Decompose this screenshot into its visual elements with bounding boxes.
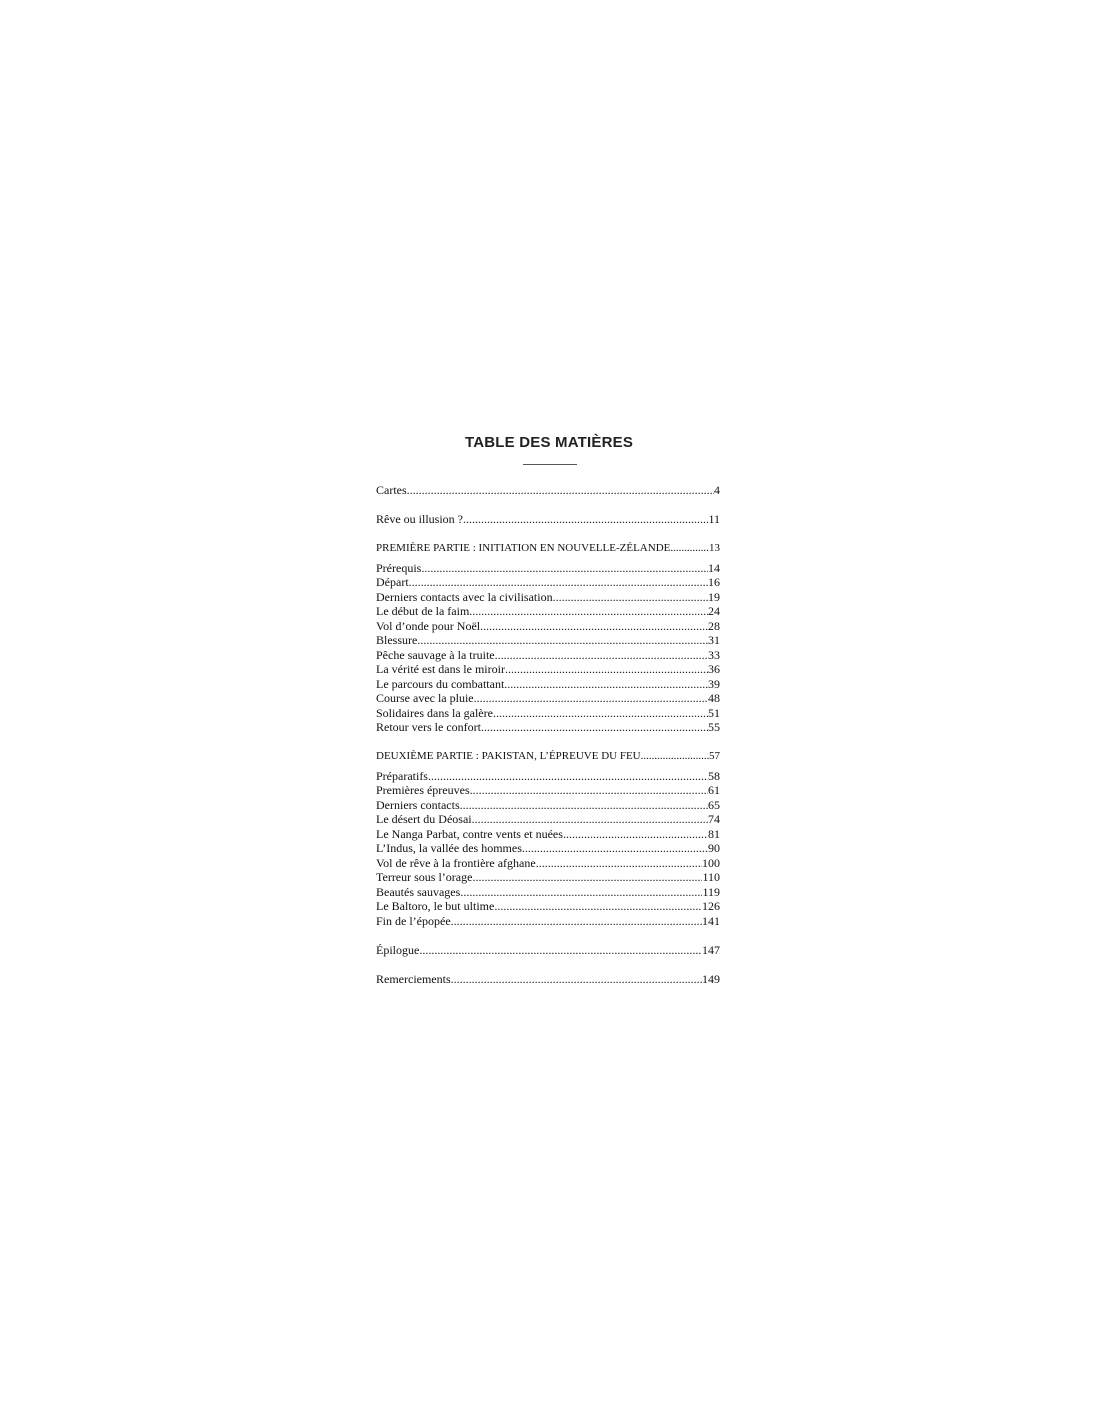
toc-entry-page: 90 [708,841,720,855]
toc-entry-label: La vérité est dans le miroir [376,662,505,676]
toc-entry-page: 14 [708,560,720,575]
toc-entry [376,769,720,784]
toc-entry-label: Course avec la pluie [376,691,474,705]
dot-leader [553,590,708,605]
dot-leader [641,749,709,764]
toc-entry-label: Vol d’onde pour Noël [376,618,481,633]
toc-entry-label: Le désert du Déosai [376,812,472,826]
dot-leader [536,856,702,871]
toc-entry-page: 55 [708,720,720,734]
toc-entry-page: 65 [708,797,720,812]
toc-entry-label: Fin de l’épopée [376,913,451,928]
dot-leader [670,541,709,556]
toc-entry-page: 110 [702,870,720,884]
toc-entry-label: Retour vers le confort [376,720,481,734]
page-title: TABLE DES MATIÈRES [464,434,634,451]
toc-entry-page: 16 [708,575,720,589]
toc-entry-label: Vol de rêve à la frontière afghane [376,855,536,870]
toc-entry-label: Le début de la faim [376,604,470,618]
toc-entry [376,899,720,914]
dot-leader [470,783,708,798]
toc-entry [376,827,720,842]
toc-entry-page: 19 [708,589,720,604]
toc-entry [376,783,720,798]
toc-entry-label: Premières épreuves [376,783,470,797]
toc-entry-page: 24 [708,604,720,618]
toc-entry [376,662,720,677]
toc-entry-label: Le Baltoro, le but ultime [376,899,495,913]
toc-part-heading-1 [376,541,720,556]
dot-leader [469,604,708,619]
toc-part-label: DEUXIÈME PARTIE : PAKISTAN, L’ÉPREUVE DU FEU [376,750,641,762]
dot-leader [505,662,708,677]
toc-entry-page: 13 [709,542,720,554]
toc-entry-label: Épilogue [376,942,420,957]
toc-entry-page: 81 [708,826,720,841]
toc-entry-page: 147 [702,942,720,957]
toc-entry-page: 58 [708,768,720,783]
toc-entry-page: 31 [708,633,720,647]
toc-entry-page: 141 [702,913,720,928]
dot-leader [481,720,708,735]
dot-leader [419,943,702,958]
toc-entry [376,885,720,900]
toc-entry-page: 48 [708,691,720,705]
toc-entry [376,812,720,827]
toc-entry [376,561,720,576]
dot-leader [451,914,702,929]
toc-part-heading-2 [376,749,720,764]
toc-entry [376,677,720,692]
dot-leader [495,648,708,663]
dot-leader [428,769,708,784]
dot-leader [494,899,702,914]
dot-leader [451,972,702,987]
toc-entry [376,841,720,856]
toc-entry-label: L’Indus, la vallée des hommes [376,841,522,855]
toc-entry-label: Beautés sauvages [376,884,461,899]
toc-entry [376,914,720,929]
toc-entry-page: 100 [702,855,720,870]
dot-leader [417,633,708,648]
toc-entry [376,870,720,885]
toc-entry-label: Prérequis [376,560,422,575]
dot-leader [463,512,708,527]
toc-entry [376,798,720,813]
toc-entry-label: Cartes [376,483,407,497]
toc-entry [376,706,720,721]
toc-entry-label: Remerciements [376,971,451,986]
dot-leader [522,841,708,856]
toc-entry-label: Terreur sous l’orage [376,870,473,884]
title-divider [523,464,577,465]
toc-entry [376,691,720,706]
table-of-contents [376,433,720,986]
toc-entry [376,619,720,634]
toc-entry-label: Le parcours du combattant [376,676,505,691]
dot-leader [460,798,708,813]
toc-entry-page: 119 [702,884,720,899]
toc-entry-page: 126 [702,899,720,913]
toc-entry [376,575,720,590]
toc-entry-page: 28 [708,618,720,633]
toc-entry-label: Derniers contacts avec la civilisation [376,589,553,604]
toc-entry-label: Le Nanga Parbat, contre vents et nuées [376,826,563,841]
toc-entry-page: 33 [708,647,720,662]
dot-leader [409,575,708,590]
toc-entry-label: Départ [376,575,409,589]
toc-entry-label: Solidaires dans la galère [376,705,493,720]
dot-leader [472,812,708,827]
dot-leader [474,691,708,706]
toc-entry-page: 11 [708,512,720,526]
toc-entry [376,720,720,735]
toc-entry [376,856,720,871]
toc-entry-remerciements [376,972,720,987]
toc-entry-page: 74 [708,812,720,826]
dot-leader [493,706,708,721]
toc-entry-label: Rêve ou illusion ? [376,512,463,526]
dot-leader [421,561,708,576]
toc-entry [376,590,720,605]
toc-entry-reve [376,512,720,527]
toc-entry-cartes [376,483,720,498]
toc-entry-label: Pêche sauvage à la truite [376,647,495,662]
dot-leader [407,483,714,498]
toc-entry-label: Derniers contacts [376,797,460,812]
dot-leader [472,870,702,885]
toc-entry-page: 36 [708,662,720,676]
toc-entry-label: Blessure [376,633,418,647]
dot-leader [563,827,708,842]
toc-entry-page: 149 [702,971,720,986]
toc-entry-epilogue [376,943,720,958]
dot-leader [480,619,708,634]
toc-list [376,483,720,986]
toc-entry [376,604,720,619]
toc-entry [376,648,720,663]
toc-entry-page: 51 [708,705,720,720]
toc-entry-page: 61 [708,783,720,797]
dot-leader [460,885,702,900]
dot-leader [504,677,708,692]
toc-entry-label: Préparatifs [376,768,428,783]
toc-entry-page: 39 [708,676,720,691]
toc-entry-page: 57 [709,750,720,762]
toc-entry-page: 4 [714,483,720,497]
toc-part-label: PREMIÈRE PARTIE : INITIATION EN NOUVELLE-ZÉLANDE [376,542,671,554]
toc-entry [376,633,720,648]
